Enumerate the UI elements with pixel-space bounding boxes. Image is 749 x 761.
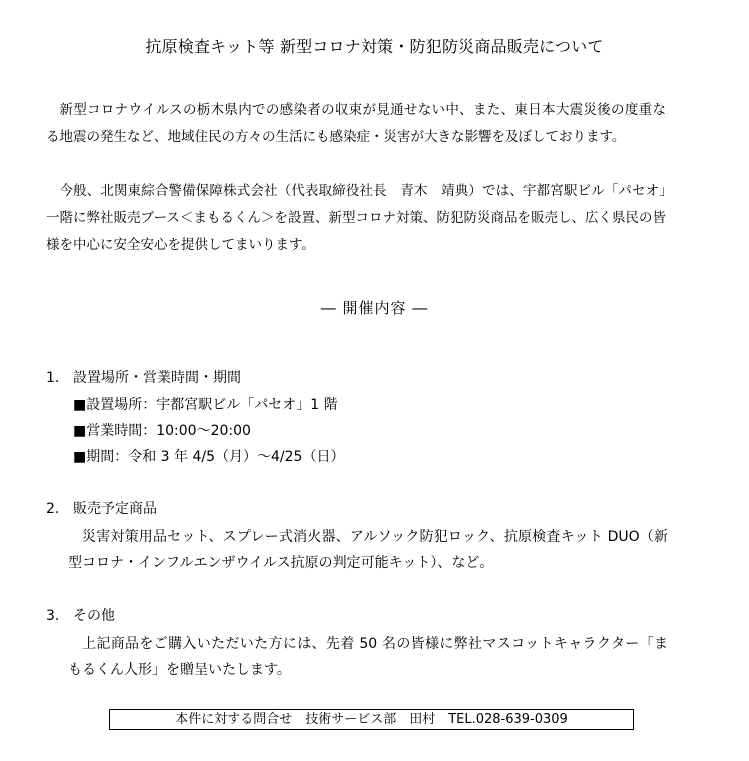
intro-paragraph-2: 今般、北関東綜合警備保障株式会社（代表取締役社長 青木 靖典）では、宇都宮駅ビル「パセオ」一階に弊社販売ブース＜まもるくん＞を設置、新型コロナ対策、防犯防災商品を販売し、広く県民の皆様を中心に安全安心を提供してまいります。 [46,183,666,253]
item-1-detail-hours: ■営業時間：10:00～20:00 [73,423,251,439]
item-2-body: 災害対策用品セット、スプレー式消火器、アルソック防犯ロック、抗原検査キット DUO（新型コロナ・インフルエンザウイルス抗原の判定可能キット）、など。 [68,529,668,571]
document-title: 抗原検査キット等 新型コロナ対策・防犯防災商品販売について [145,37,604,56]
item-3-number: 3. [46,608,60,624]
item-1-number: 1. [46,370,60,386]
item-1-heading [46,367,241,387]
item-3-body: 上記商品をご購入いただいた方には、先着 50 名の皆様に弊社マスコットキャラクター「まもるくん人形」を贈呈いたします。 [68,636,668,678]
item-3-title: その他 [73,608,115,624]
contact-box: 本件に対する問合せ 技術サービス部 田村 TEL.028-639-0309 [109,709,634,730]
item-1-detail-period: ■期間：令和 3 年 4/5（月）～4/25（日） [73,449,345,465]
item-1-title: 設置場所・営業時間・期間 [73,370,241,386]
item-3-heading [46,605,115,625]
item-1-detail-location: ■設置場所：宇都宮駅ビル「パセオ」1 階 [73,397,338,413]
intro-paragraph-1: 新型コロナウイルスの栃木県内での感染者の収束が見通せない中、また、東日本大震災後の度重なる地震の発生など、地域住民の方々の生活にも感染症・災害が大きな影響を及ぼしております。 [46,102,666,145]
item-2-number: 2. [46,501,60,517]
item-2-heading [46,498,157,518]
section-heading: ― 開催内容 ― [320,299,429,317]
item-2-title: 販売予定商品 [73,501,157,517]
